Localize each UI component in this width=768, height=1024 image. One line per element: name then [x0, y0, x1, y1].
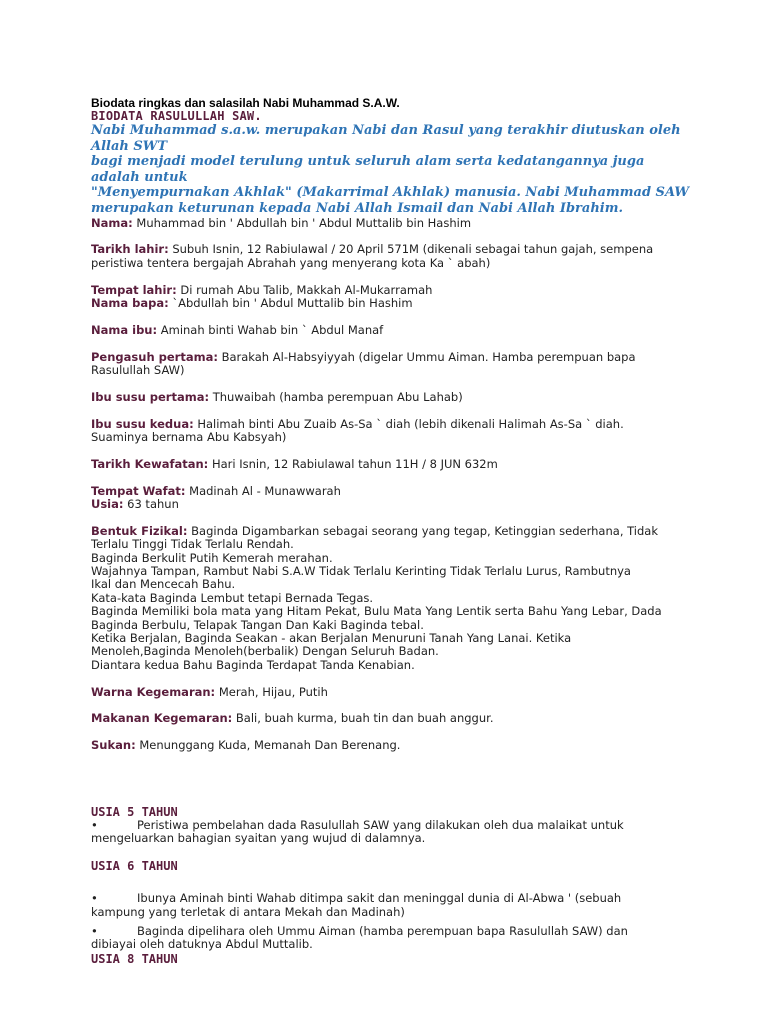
fizikal-line: Wajahnya Tampan, Rambut Nabi S.A.W Tidak Terlalu Kerinting Tidak Terlalu Lurus, Rambutnya	[91, 563, 631, 578]
list-item: • Peristiwa pembelahan dada Rasulullah SAW yang dilakukan oleh dua malaikat untuk	[91, 817, 624, 832]
field-fizikal: Bentuk Fizikal: Baginda Digambarkan sebagai seorang yang tegap, Ketinggian sederhana, Tidak	[91, 523, 659, 538]
field-tempat-wafat: Tempat Wafat: Madinah Al - Munawwarah	[91, 483, 341, 498]
document-page	[91, 96, 691, 966]
bullet-icon: •	[91, 817, 98, 832]
fizikal-line: Baginda Memiliki bola mata yang Hitam Pekat, Bulu Mata Yang Lentik serta Bahu Yang Lebar, Dada	[91, 604, 662, 619]
fizikal-line: Menoleh,Baginda Menoleh(berbalik) Dengan Seluruh Badan.	[91, 644, 439, 659]
field-makanan: Makanan Kegemaran: Bali, buah kurma, buah tin dan buah anggur.	[91, 711, 494, 726]
list-item-cont: kampung yang terletak di antara Mekah dan Madinah)	[91, 904, 405, 919]
field-tarikh-lahir: Tarikh lahir: Subuh Isnin, 12 Rabiulawal / 20 April 571M (dikenali sebagai tahun gajah, sempena	[91, 242, 654, 257]
field-ibu-susu-kedua: Ibu susu kedua: Halimah binti Abu Zuaib As-Sa ` diah (lebih dikenali Halimah As-Sa ` diah.	[91, 416, 624, 431]
field-pengasuh: Pengasuh pertama: Barakah Al-Habsyiyyah (digelar Ummu Aiman. Hamba perempuan bapa	[91, 349, 636, 364]
fizikal-line: Baginda Berbulu, Telapak Tangan Dan Kaki Baginda tebal.	[91, 617, 424, 632]
fizikal-line: Baginda Berkulit Putih Kemerah merahan.	[91, 550, 333, 565]
intro-title: Biodata ringkas dan salasilah Nabi Muhammad S.A.W.	[91, 96, 400, 110]
field-tarikh-lahir-cont: peristiwa tentera bergajah Abrahah yang menyerang kota Ka ` abah)	[91, 255, 491, 270]
fizikal-line: Diantara kedua Bahu Baginda Terdapat Tanda Kenabian.	[91, 657, 415, 672]
fizikal-line: Terlalu Tinggi Tidak Terlalu Rendah.	[91, 537, 294, 552]
field-warna: Warna Kegemaran: Merah, Hijau, Putih	[91, 684, 328, 699]
field-nama-ibu: Nama ibu: Aminah binti Wahab bin ` Abdul Manaf	[91, 322, 384, 337]
lead-paragraph: Nabi Muhammad s.a.w. merupakan Nabi dan Rasul yang terakhir diutuskan oleh Allah SWT bagi menjadi model terulung untuk seluruh alam serta kedatangannya juga adalah untuk "Menyempurnakan Akhlak" (Makarrimal Akhlak) manusia. Nabi Muhammad SAW merupakan keturunan kepada Nabi Allah Ismail dan Nabi Allah Ibrahim.	[91, 123, 689, 216]
field-nama-bapa: Nama bapa: `Abdullah bin ' Abdul Muttalib bin Hashim	[91, 295, 413, 310]
list-item: • Ibunya Aminah binti Wahab ditimpa sakit dan meninggal dunia di Al-Abwa ' (sebuah	[91, 891, 622, 906]
fizikal-line: Ketika Berjalan, Baginda Seakan - akan Berjalan Menuruni Tanah Yang Lanai. Ketika	[91, 631, 572, 646]
list-item-cont: dibiayai oleh datuknya Abdul Muttalib.	[91, 937, 313, 952]
section-usia-8: USIA 8 TAHUN	[91, 951, 178, 966]
fizikal-line: Kata-kata Baginda Lembut tetapi Bernada Tegas.	[91, 590, 374, 605]
bullet-icon: •	[91, 891, 98, 906]
field-ibu-susu-kedua-cont: Suaminya bernama Abu Kabsyah)	[91, 429, 287, 444]
biodata-heading: BIODATA RASULULLAH SAW.	[91, 109, 262, 123]
list-item-cont: mengeluarkan bahagian syaitan yang wujud di dalamnya.	[91, 831, 426, 846]
field-tempat-lahir: Tempat lahir: Di rumah Abu Talib, Makkah Al-Mukarramah	[91, 282, 433, 297]
list-item: • Baginda dipelihara oleh Ummu Aiman (hamba perempuan bapa Rasulullah SAW) dan	[91, 924, 628, 939]
section-usia-5: USIA 5 TAHUN	[91, 804, 178, 819]
section-usia-6: USIA 6 TAHUN	[91, 858, 178, 873]
field-usia: Usia: 63 tahun	[91, 496, 179, 511]
bullet-icon: •	[91, 924, 98, 939]
field-nama: Nama: Muhammad bin ' Abdullah bin ' Abdul Muttalib bin Hashim	[91, 215, 472, 230]
field-kewafatan: Tarikh Kewafatan: Hari Isnin, 12 Rabiulawal tahun 11H / 8 JUN 632m	[91, 456, 498, 471]
field-ibu-susu-pertama: Ibu susu pertama: Thuwaibah (hamba perempuan Abu Lahab)	[91, 389, 463, 404]
field-pengasuh-cont: Rasulullah SAW)	[91, 362, 185, 377]
field-sukan: Sukan: Menunggang Kuda, Memanah Dan Berenang.	[91, 738, 401, 753]
fizikal-line: Ikal dan Mencecah Bahu.	[91, 577, 236, 592]
